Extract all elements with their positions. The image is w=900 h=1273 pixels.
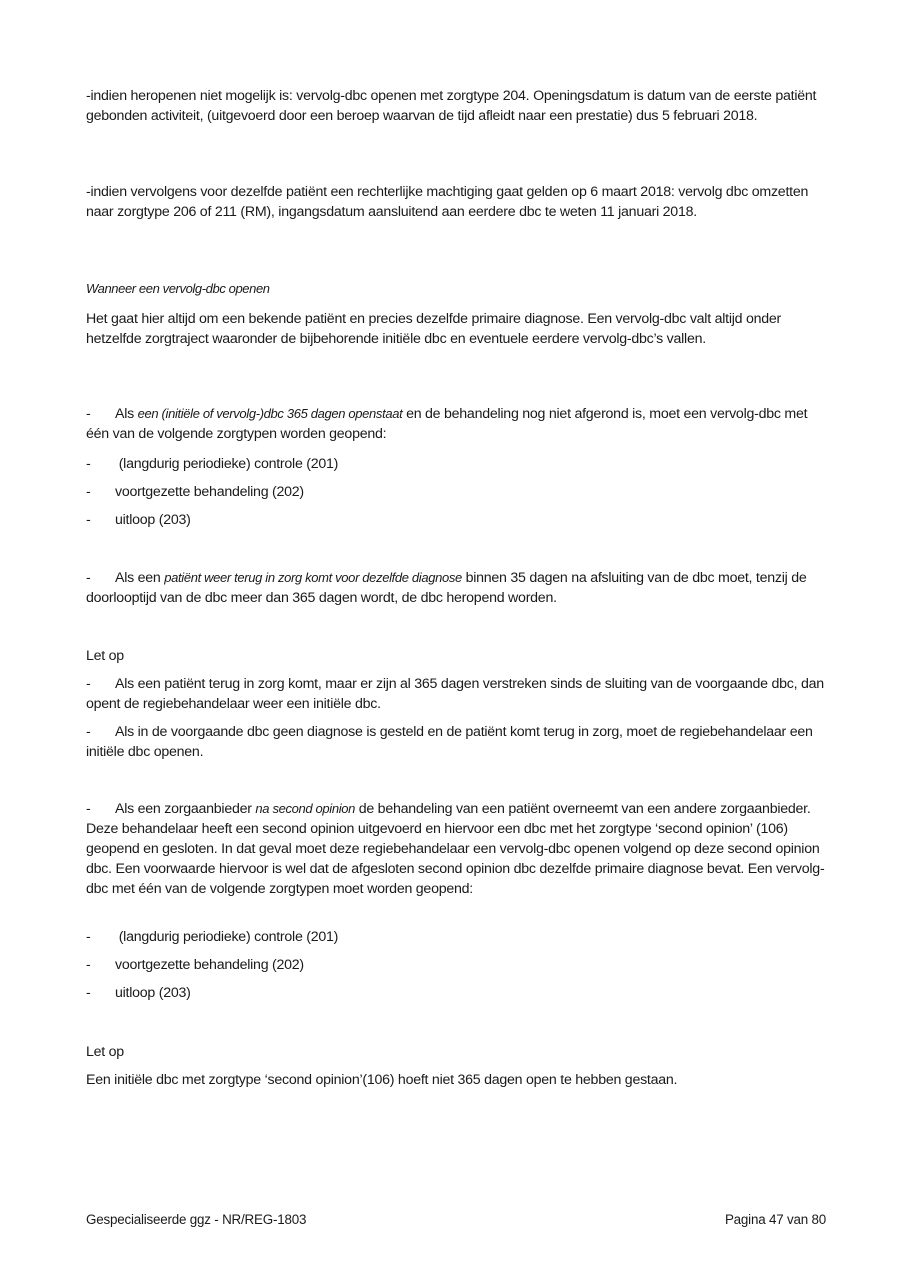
list-item: - voortgezette behandeling (202)	[86, 484, 304, 500]
list-item: - uitloop (203)	[86, 512, 191, 528]
note-item: - Als in de voorgaande dbc geen diagnose is gesteld en de patiënt komt terug in zorg, moet de regiebehandelaar een initiële dbc openen.	[86, 724, 813, 760]
case-emphasis: na second opinion	[255, 801, 356, 816]
case-terug-in-zorg: - Als een patiënt weer terug in zorg komt voor dezelfde diagnose binnen 35 dagen na afsluiting van de dbc moet, tenzij de doorlooptijd van de dbc meer dan 365 dagen wordt, de dbc heropend worden.	[86, 570, 807, 606]
note-item: - Als een patiënt terug in zorg komt, maar er zijn al 365 dagen verstreken sinds de sluiting van de voorgaande dbc, dan opent de regiebehandelaar weer een initiële dbc.	[86, 676, 824, 712]
note-label: Let op	[86, 648, 124, 664]
paragraph-heropenen: -indien heropenen niet mogelijk is: vervolg-dbc openen met zorgtype 204. Openingsdatum is datum van de eerste patiënt gebonden activiteit, (uitgevoerd door een beroep waarvan de tijd afleidt naar een prestatie) dus 5 februari 2018.	[86, 88, 817, 124]
note-text: Een initiële dbc met zorgtype ‘second opinion’(106) hoeft niet 365 dagen open te hebben gestaan.	[86, 1072, 678, 1088]
dash-bullet: -	[86, 570, 91, 586]
section-intro: Het gaat hier altijd om een bekende patiënt en precies dezelfde primaire diagnose. Een vervolg-dbc valt altijd onder hetzelfde zorgtraject waaronder de bijbehorende initiële dbc en eventuele eerdere vervolg-dbc’s vallen.	[86, 311, 781, 347]
list-item: - (langdurig periodieke) controle (201)	[86, 456, 339, 472]
list-item: - uitloop (203)	[86, 985, 191, 1001]
section-heading: Wanneer een vervolg-dbc openen	[86, 281, 270, 296]
list-item: - (langdurig periodieke) controle (201)	[86, 929, 339, 945]
footer-page-number: Pagina 47 van 80	[724, 1212, 826, 1227]
dash-bullet: -	[86, 406, 91, 422]
list-item: - voortgezette behandeling (202)	[86, 957, 304, 973]
footer-document-title: Gespecialiseerde ggz - NR/REG-1803	[86, 1212, 307, 1227]
case-second-opinion: - Als een zorgaanbieder na second opinion de behandeling van een patiënt overneemt van een andere zorgaanbieder. Deze behandelaar heeft een second opinion uitgevoerd en hiervoor een dbc met het zorgtype ‘second opinion’ (106) geopend en gesloten. In dat geval moet deze regiebehandelaar een vervolg-dbc openen volgend op deze second opinion dbc. Een voorwaarde hiervoor is wel dat de afgesloten second opinion dbc dezelfde primaire diagnose bevat. Een vervolg-dbc met één van de volgende zorgtypen moet worden geopend:	[86, 801, 825, 897]
dash-bullet: -	[86, 801, 91, 817]
case-365-dagen: - Als een (initiële of vervolg-)dbc 365 dagen openstaat en de behandeling nog niet afgerond is, moet een vervolg-dbc met één van de volgende zorgtypen worden geopend:	[86, 406, 808, 442]
case-emphasis: een (initiële of vervolg-)dbc 365 dagen openstaat	[137, 406, 403, 421]
note-label: Let op	[86, 1044, 124, 1060]
page-footer	[86, 1212, 826, 1227]
paragraph-rechterlijke-machtiging: -indien vervolgens voor dezelfde patiënt een rechterlijke machtiging gaat gelden op 6 maart 2018: vervolg dbc omzetten naar zorgtype 206 of 211 (RM), ingangsdatum aansluitend aan eerdere dbc te weten 11 januari 2018.	[86, 184, 809, 220]
case-emphasis: patiënt weer terug in zorg komt voor dezelfde diagnose	[164, 570, 462, 585]
